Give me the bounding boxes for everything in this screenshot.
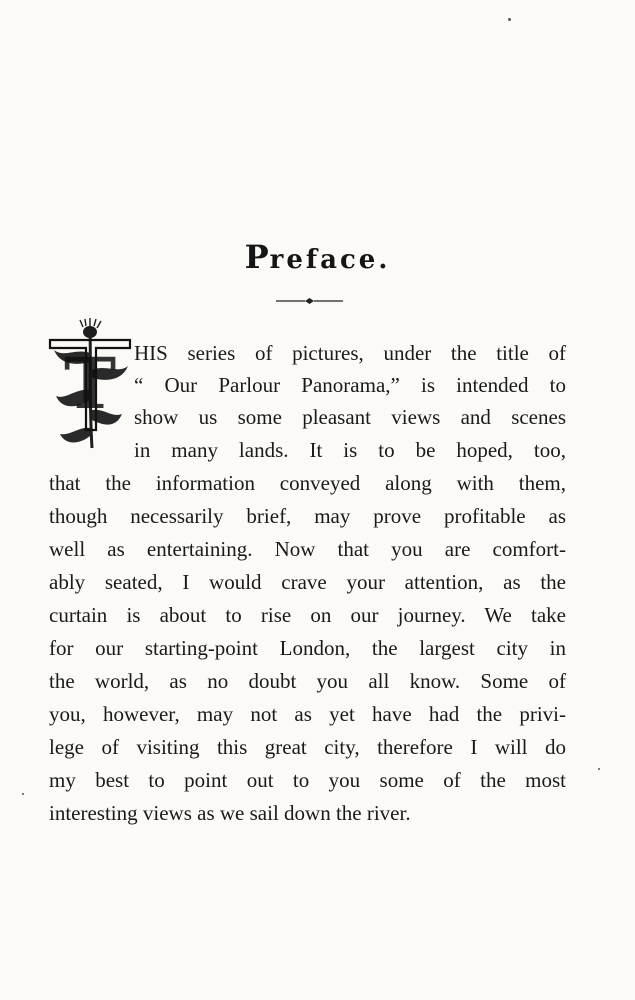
text-line-8: ably seated, I would crave your attention, as the [49, 570, 566, 594]
paper-speck [598, 768, 600, 770]
decorated-dropcap [46, 318, 132, 452]
text-line-2: “ Our Parlour Panorama,” is intended to [134, 373, 566, 397]
text-line-4: in many lands. It is to be hoped, too, [134, 438, 566, 462]
text-line-6: though necessarily brief, may prove profitable as [49, 504, 566, 528]
text-line-11: the world, as no doubt you all know. Some of [49, 669, 566, 693]
dropcap-letter: T [63, 342, 117, 425]
title-initial: P [244, 238, 270, 276]
text-line-5: that the information conveyed along with them, [49, 471, 566, 495]
ornament-divider [0, 296, 635, 306]
paper-speck [22, 793, 24, 795]
text-line-14: my best to point out to you some of the most [49, 768, 566, 792]
text-line-13: lege of visiting this great city, therefore I will do [49, 735, 566, 759]
page-title [0, 238, 635, 276]
text-line-15: interesting views as we sail down the river. [49, 801, 411, 825]
text-line-10: for our starting-point London, the largest city in [49, 636, 566, 660]
text-line-9: curtain is about to rise on our journey. We take [49, 603, 566, 627]
text-line-1: HIS series of pictures, under the title of [134, 341, 566, 365]
text-line-7: well as entertaining. Now that you are comfort- [49, 537, 566, 561]
text-line-12: you, however, may not as yet have had the privi- [49, 702, 566, 726]
title-rest: reface. [269, 245, 391, 275]
paper-speck [508, 18, 511, 21]
text-line-3: show us some pleasant views and scenes [134, 405, 566, 429]
